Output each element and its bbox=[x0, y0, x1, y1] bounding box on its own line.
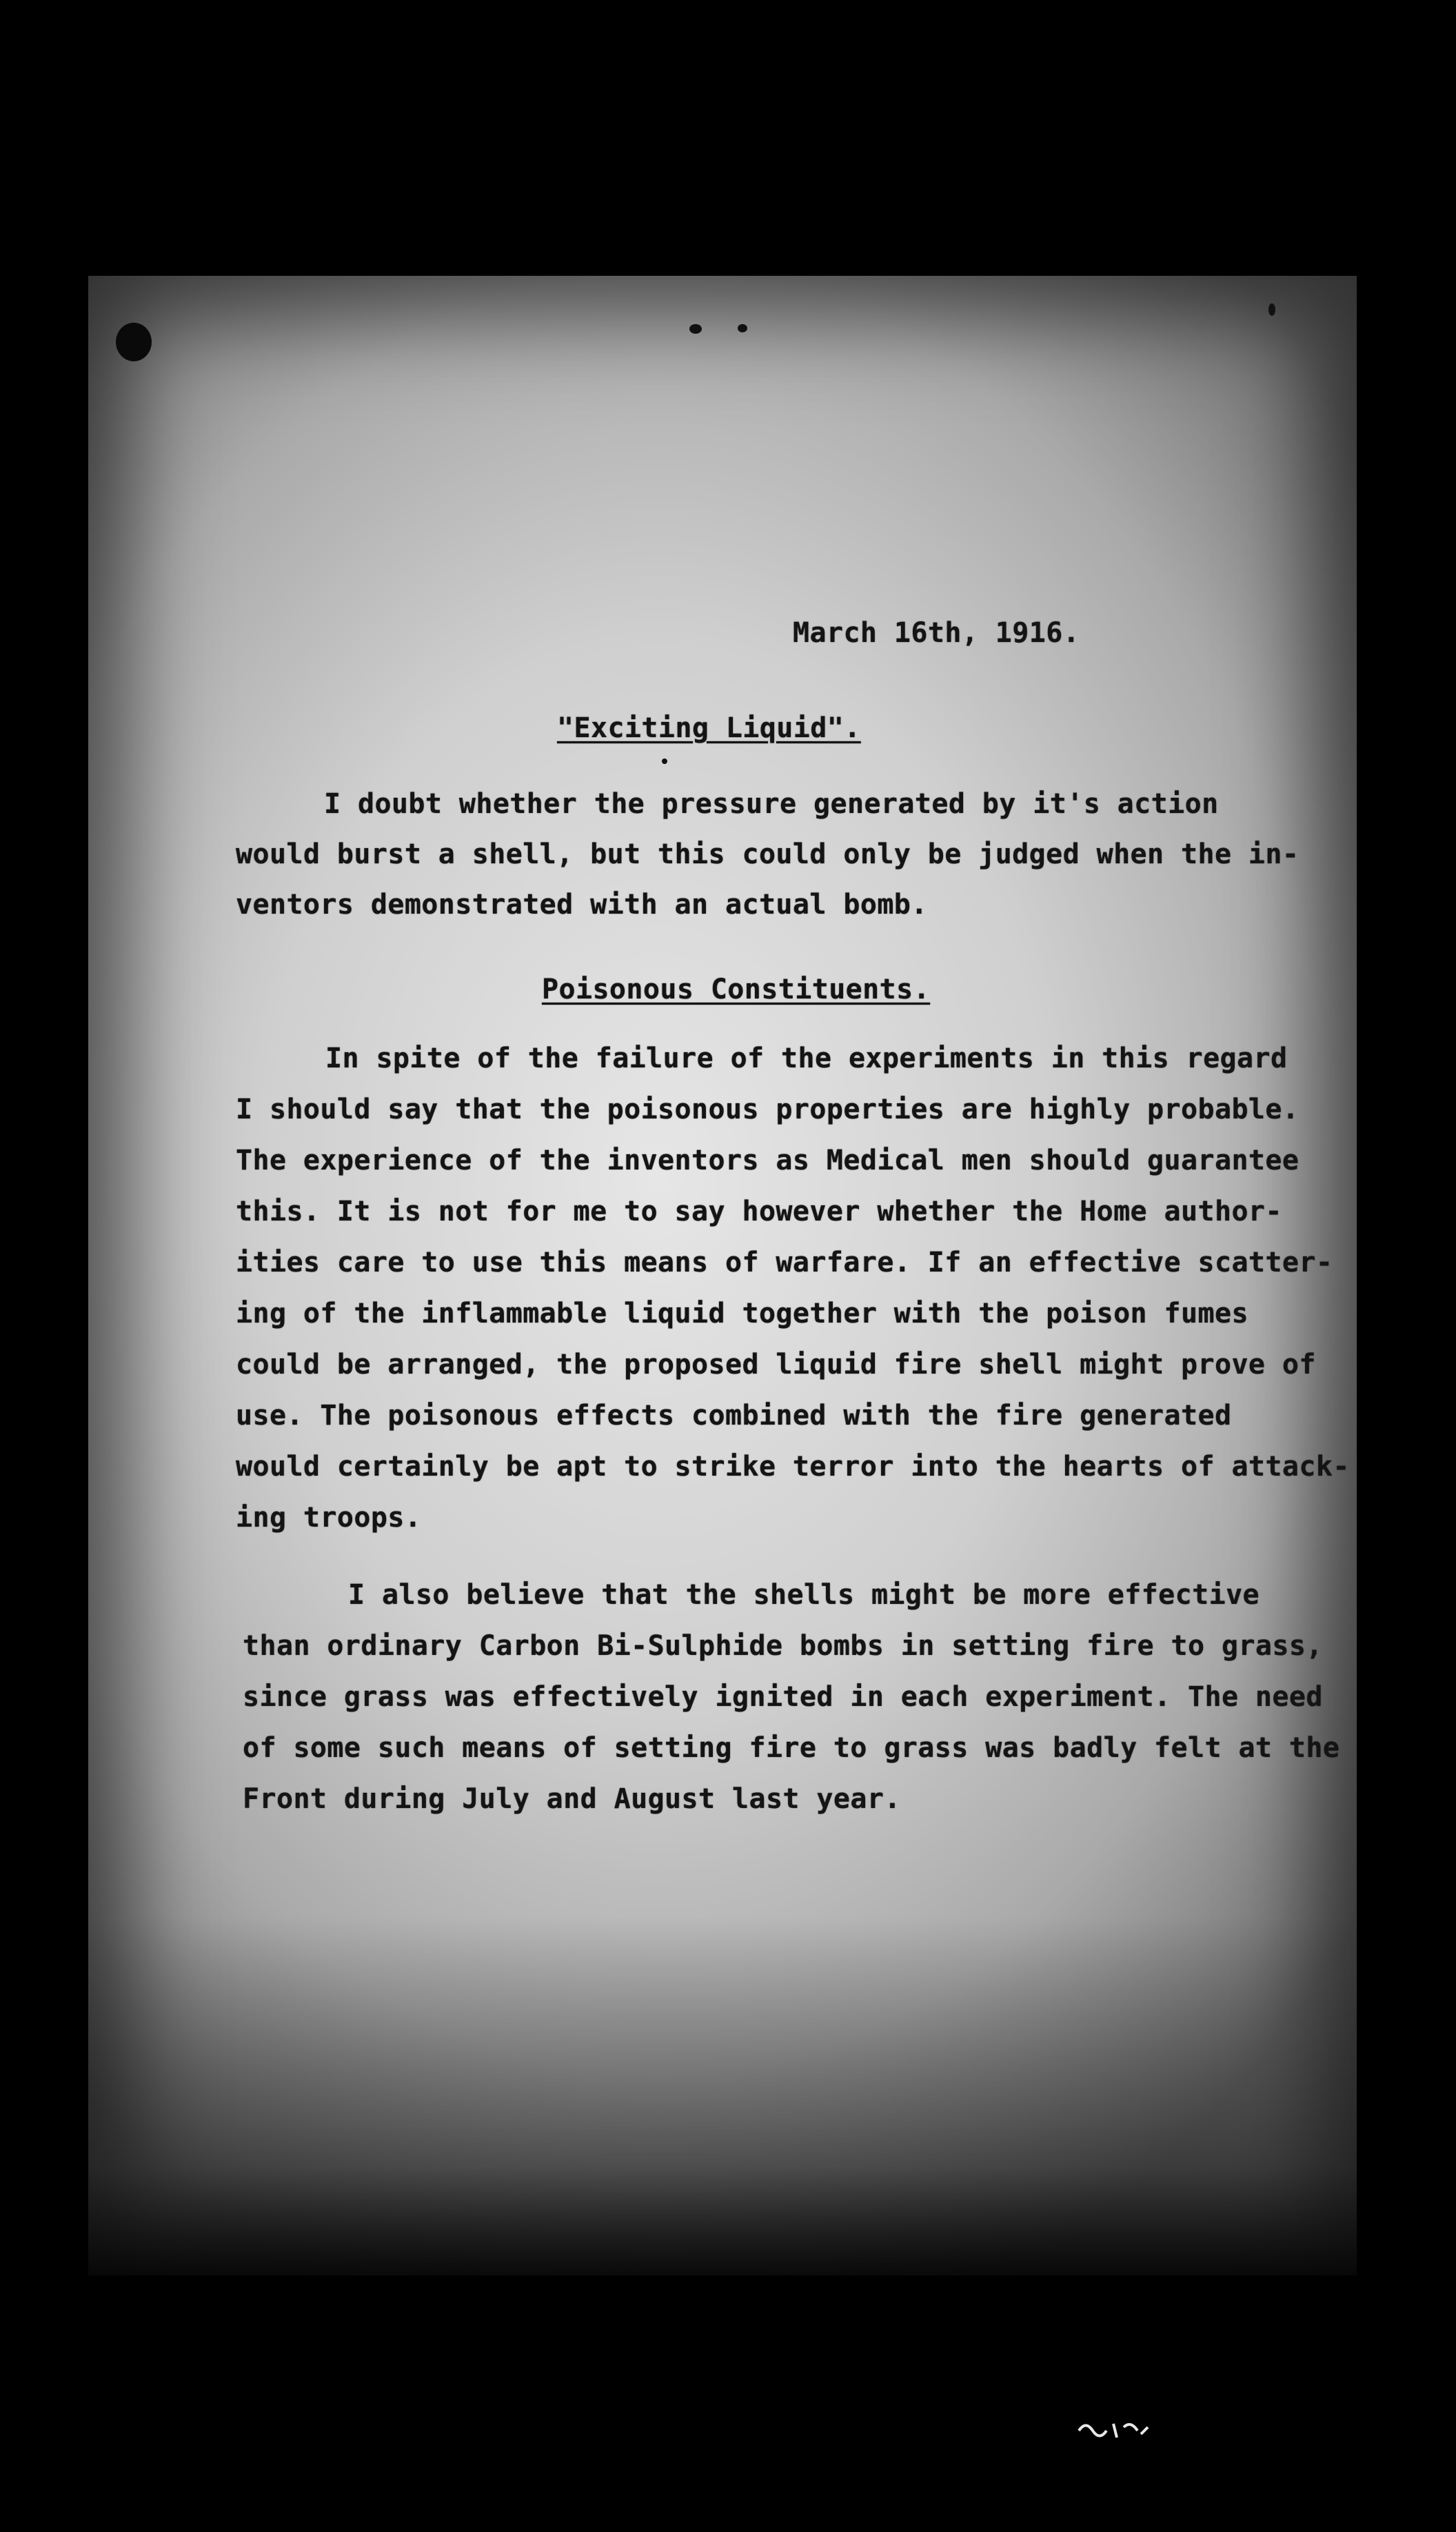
paragraph-line: In spite of the failure of the experiments in this regard bbox=[325, 1043, 1288, 1074]
paragraph-line: would certainly be apt to strike terror into the hearts of attack- bbox=[236, 1451, 1350, 1483]
paragraph-line: use. The poisonous effects combined with the fire generated bbox=[236, 1400, 1232, 1431]
paragraph-line: would burst a shell, but this could only be judged when the in- bbox=[236, 838, 1300, 870]
paragraph-line: I should say that the poisonous properties are highly probable. bbox=[236, 1094, 1300, 1125]
paragraph-line: ventors demonstrated with an actual bomb. bbox=[236, 889, 928, 921]
paragraph-line: ities care to use this means of warfare. If an effective scatter- bbox=[236, 1247, 1333, 1278]
paragraph-line: since grass was effectively ignited in each experiment. The need bbox=[243, 1681, 1323, 1713]
paragraph-line: ing troops. bbox=[236, 1502, 422, 1534]
paragraph-line: ing of the inflammable liquid together with the poison fumes bbox=[236, 1298, 1248, 1329]
paragraph-line: could be arranged, the proposed liquid fire shell might prove of bbox=[236, 1349, 1316, 1380]
paragraph-line: I also believe that the shells might be more effective bbox=[348, 1579, 1260, 1611]
document-date: March 16th, 1916. bbox=[793, 617, 1080, 649]
paragraph-line: Front during July and August last year. bbox=[243, 1783, 901, 1815]
paragraph-line: The experience of the inventors as Medical men should guarantee bbox=[236, 1145, 1300, 1176]
paragraph-line: this. It is not for me to say however whether the Home author- bbox=[236, 1196, 1282, 1227]
section-heading-exciting-liquid: "Exciting Liquid". bbox=[557, 712, 861, 744]
paragraph-line: of some such means of setting fire to grass was badly felt at the bbox=[243, 1732, 1340, 1764]
frame-number-mark bbox=[1075, 2417, 1151, 2444]
section-heading-poisonous-constituents: Poisonous Constituents. bbox=[542, 974, 931, 1005]
paragraph-line: I doubt whether the pressure generated by it's action bbox=[324, 788, 1219, 820]
paragraph-line: than ordinary Carbon Bi-Sulphide bombs in setting fire to grass, bbox=[243, 1630, 1323, 1662]
